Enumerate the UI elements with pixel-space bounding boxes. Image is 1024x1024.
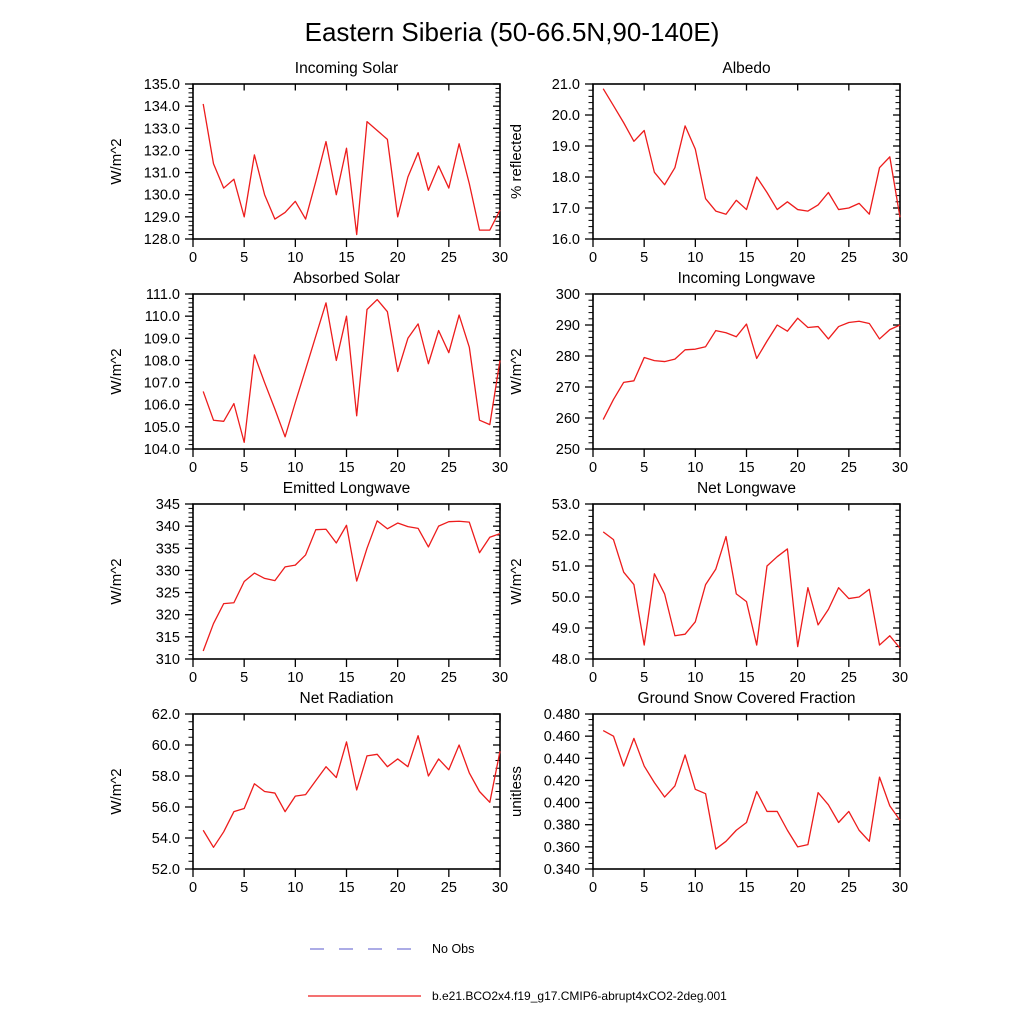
y-tick-label: 130.0 xyxy=(143,187,180,204)
y-tick-label: 109.0 xyxy=(143,331,180,348)
y-tick-label: 270 xyxy=(555,380,580,396)
x-tick-label: 20 xyxy=(789,460,806,476)
y-tick-label: 250 xyxy=(555,442,580,458)
series-line xyxy=(603,89,900,218)
panel-title: Absorbed Solar xyxy=(293,270,400,287)
panel-albedo xyxy=(493,58,913,272)
y-tick-label: 0.400 xyxy=(543,795,580,812)
y-axis-label: W/m^2 xyxy=(508,348,525,395)
x-tick-label: 0 xyxy=(188,880,198,896)
x-tick-label: 5 xyxy=(240,460,249,476)
y-tick-label: 48.0 xyxy=(551,652,580,668)
plot-frame xyxy=(593,504,900,659)
y-axis-label: W/m^2 xyxy=(108,348,125,395)
y-tick-label: 132.0 xyxy=(143,143,180,160)
x-tick-label: 25 xyxy=(840,460,857,476)
y-axis-label: W/m^2 xyxy=(108,138,125,185)
x-tick-label: 20 xyxy=(389,250,406,266)
y-tick-label: 62.0 xyxy=(151,707,180,723)
y-tick-label: 111.0 xyxy=(145,287,180,303)
y-tick-label: 0.420 xyxy=(543,773,580,790)
y-tick-label: 52.0 xyxy=(151,862,180,878)
y-tick-label: 56.0 xyxy=(151,800,180,816)
series-line xyxy=(203,104,500,235)
legend-entry-no-obs xyxy=(308,942,474,956)
plot-frame xyxy=(193,714,500,869)
x-tick-label: 30 xyxy=(891,670,909,686)
y-tick-label: 108.0 xyxy=(143,353,180,370)
y-tick-label: 107.0 xyxy=(143,375,180,392)
x-tick-label: 5 xyxy=(240,670,249,686)
y-tick-label: 49.0 xyxy=(551,621,580,637)
y-tick-label: 345 xyxy=(155,497,180,513)
y-tick-label: 128.0 xyxy=(143,232,180,248)
y-tick-label: 134.0 xyxy=(143,99,180,116)
series-line xyxy=(203,521,500,651)
panel-net-longwave xyxy=(493,478,913,692)
x-tick-label: 0 xyxy=(188,670,198,686)
x-tick-label: 10 xyxy=(287,460,304,476)
plot-frame xyxy=(593,84,900,239)
y-axis-label: W/m^2 xyxy=(108,768,125,815)
y-tick-label: 54.0 xyxy=(151,831,180,847)
y-tick-label: 340 xyxy=(155,519,180,536)
x-tick-label: 30 xyxy=(891,460,909,476)
x-tick-label: 5 xyxy=(640,460,649,476)
plot-frame xyxy=(193,84,500,239)
x-tick-label: 15 xyxy=(338,250,355,266)
legend-entry-model-run xyxy=(306,989,727,1003)
panel-title: Net Radiation xyxy=(299,690,394,707)
x-tick-label: 25 xyxy=(440,460,457,476)
y-tick-label: 104.0 xyxy=(143,442,180,458)
y-tick-label: 51.0 xyxy=(551,559,580,575)
y-tick-label: 16.0 xyxy=(551,232,580,248)
x-tick-label: 15 xyxy=(738,880,755,896)
chart-absorbed-solar xyxy=(93,268,513,482)
x-tick-label: 10 xyxy=(687,670,704,686)
y-tick-label: 19.0 xyxy=(551,139,580,155)
panel-net-radiation xyxy=(93,688,513,902)
x-tick-label: 15 xyxy=(738,670,755,686)
y-tick-label: 0.480 xyxy=(543,707,580,723)
panel-title: Incoming Solar xyxy=(294,60,399,77)
x-tick-label: 0 xyxy=(588,250,598,266)
x-tick-label: 25 xyxy=(440,670,457,686)
y-tick-label: 300 xyxy=(555,287,580,303)
y-axis-label: % reflected xyxy=(508,123,525,200)
x-tick-label: 30 xyxy=(491,460,509,476)
x-tick-label: 5 xyxy=(240,880,249,896)
x-tick-label: 25 xyxy=(840,880,857,896)
x-tick-label: 15 xyxy=(338,670,355,686)
x-tick-label: 0 xyxy=(188,460,198,476)
x-tick-label: 5 xyxy=(640,670,649,686)
y-tick-label: 53.0 xyxy=(551,497,580,513)
y-tick-label: 58.0 xyxy=(151,769,180,785)
plot-frame xyxy=(593,714,900,869)
y-tick-label: 20.0 xyxy=(551,108,580,124)
panel-absorbed-solar xyxy=(93,268,513,482)
y-tick-label: 310 xyxy=(155,652,180,668)
y-tick-label: 325 xyxy=(155,585,180,602)
series-line xyxy=(603,318,900,419)
x-tick-label: 15 xyxy=(738,250,755,266)
y-tick-label: 50.0 xyxy=(551,590,580,606)
y-tick-label: 135.0 xyxy=(143,77,180,93)
y-axis-label: W/m^2 xyxy=(108,558,125,605)
series-line xyxy=(203,736,500,848)
x-tick-label: 20 xyxy=(789,250,806,266)
x-tick-label: 10 xyxy=(687,460,704,476)
panel-incoming-solar xyxy=(93,58,513,272)
y-tick-label: 131.0 xyxy=(143,165,180,182)
y-tick-label: 335 xyxy=(155,541,180,558)
chart-emitted-longwave xyxy=(93,478,513,692)
panel-incoming-longwave xyxy=(493,268,913,482)
x-tick-label: 20 xyxy=(389,670,406,686)
panel-title: Incoming Longwave xyxy=(677,270,816,287)
y-axis-label: W/m^2 xyxy=(508,558,525,605)
x-tick-label: 10 xyxy=(687,880,704,896)
x-tick-label: 5 xyxy=(240,250,249,266)
x-tick-label: 10 xyxy=(287,250,304,266)
panel-title: Albedo xyxy=(722,60,771,77)
y-tick-label: 315 xyxy=(155,629,180,646)
x-tick-label: 20 xyxy=(789,880,806,896)
y-tick-label: 60.0 xyxy=(151,738,180,754)
panel-ground-snow-covered-fraction xyxy=(493,688,913,902)
chart-incoming-longwave xyxy=(493,268,913,482)
chart-ground-snow-covered-fraction xyxy=(493,688,913,902)
y-tick-label: 106.0 xyxy=(143,397,180,414)
y-axis-label: unitless xyxy=(508,766,525,817)
y-tick-label: 0.380 xyxy=(543,817,580,834)
panel-emitted-longwave xyxy=(93,478,513,692)
x-tick-label: 30 xyxy=(891,250,909,266)
series-line xyxy=(603,731,900,849)
series-line xyxy=(203,300,500,443)
model-line-swatch xyxy=(306,989,423,1003)
x-tick-label: 25 xyxy=(840,250,857,266)
x-tick-label: 25 xyxy=(440,250,457,266)
chart-albedo xyxy=(493,58,913,272)
x-tick-label: 20 xyxy=(389,460,406,476)
x-tick-label: 0 xyxy=(588,460,598,476)
panel-title: Net Longwave xyxy=(696,480,797,497)
x-tick-label: 15 xyxy=(338,880,355,896)
y-tick-label: 0.360 xyxy=(543,839,580,856)
x-tick-label: 5 xyxy=(640,880,649,896)
y-tick-label: 21.0 xyxy=(551,77,580,93)
x-tick-label: 30 xyxy=(491,880,509,896)
y-tick-label: 18.0 xyxy=(551,170,580,186)
x-tick-label: 25 xyxy=(440,880,457,896)
x-tick-label: 0 xyxy=(188,250,198,266)
y-tick-label: 320 xyxy=(155,607,180,624)
y-tick-label: 0.440 xyxy=(543,751,580,768)
x-tick-label: 0 xyxy=(588,670,598,686)
y-tick-label: 110.0 xyxy=(144,309,180,326)
chart-net-longwave xyxy=(493,478,913,692)
page-title: Eastern Siberia (50-66.5N,90-140E) xyxy=(304,17,720,47)
x-tick-label: 25 xyxy=(840,670,857,686)
chart-net-radiation xyxy=(93,688,513,902)
no-obs-line-swatch xyxy=(308,942,416,956)
y-tick-label: 52.0 xyxy=(551,528,580,544)
plot-frame xyxy=(593,294,900,449)
y-tick-label: 17.0 xyxy=(551,201,580,217)
x-tick-label: 20 xyxy=(389,880,406,896)
chart-incoming-solar xyxy=(93,58,513,272)
y-tick-label: 260 xyxy=(555,411,580,427)
y-tick-label: 330 xyxy=(155,563,180,580)
panel-title: Emitted Longwave xyxy=(282,480,411,497)
x-tick-label: 5 xyxy=(640,250,649,266)
y-tick-label: 0.460 xyxy=(543,729,580,746)
x-tick-label: 10 xyxy=(287,880,304,896)
x-tick-label: 10 xyxy=(287,670,304,686)
x-tick-label: 15 xyxy=(338,460,355,476)
y-tick-label: 129.0 xyxy=(143,209,180,226)
x-tick-label: 15 xyxy=(738,460,755,476)
y-tick-label: 0.340 xyxy=(543,862,580,878)
x-tick-label: 0 xyxy=(588,880,598,896)
x-tick-label: 30 xyxy=(891,880,909,896)
x-tick-label: 30 xyxy=(491,250,509,266)
x-tick-label: 30 xyxy=(491,670,509,686)
legend-label-model-run: b.e21.BCO2x4.f19_g17.CMIP6-abrupt4xCO2-2deg.001 xyxy=(432,989,727,1003)
y-tick-label: 290 xyxy=(555,318,580,334)
x-tick-label: 20 xyxy=(789,670,806,686)
series-line xyxy=(603,532,900,648)
y-tick-label: 133.0 xyxy=(143,121,180,138)
y-tick-label: 105.0 xyxy=(143,419,180,436)
y-tick-label: 280 xyxy=(555,349,580,365)
x-tick-label: 10 xyxy=(687,250,704,266)
legend-label-no-obs: No Obs xyxy=(432,942,475,956)
panel-title: Ground Snow Covered Fraction xyxy=(637,690,856,707)
